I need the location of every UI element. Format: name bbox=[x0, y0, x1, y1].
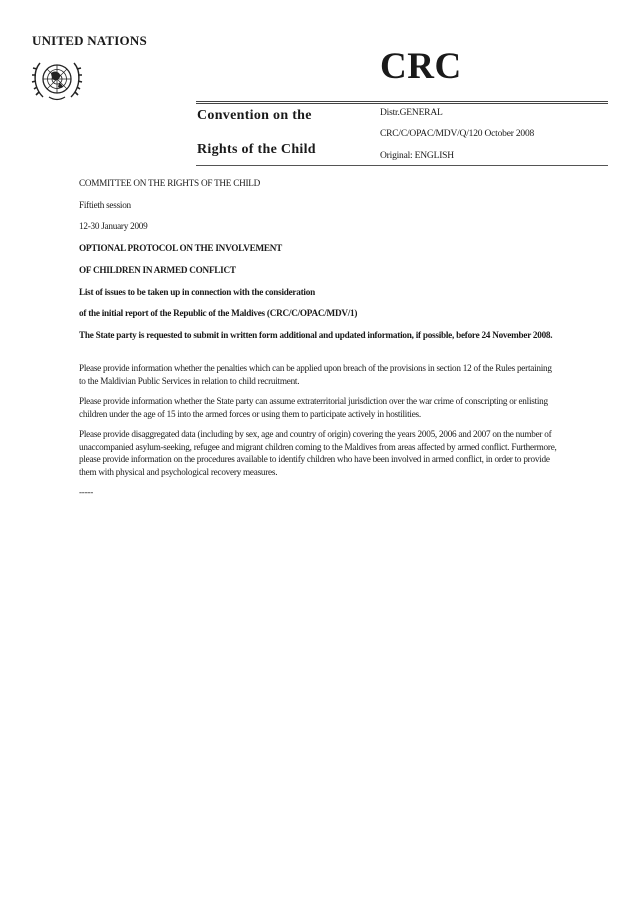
paragraph: Please provide information whether the penalties which can be applied upon breach of the provisions in section 12 of the Rules pertaining to the Maldivian Public Services in relation to child recruitment. bbox=[79, 363, 552, 386]
protocol-heading-line1: OPTIONAL PROTOCOL ON THE INVOLVEMENT bbox=[79, 243, 283, 253]
session-dates: 12-30 January 2009 bbox=[79, 221, 148, 231]
document-date: 20 October 2008 bbox=[473, 129, 535, 139]
session-label: Fiftieth session bbox=[79, 200, 131, 210]
list-of-issues-line2: of the initial report of the Republic of the Maldives (CRC/C/OPAC/MDV/1) bbox=[79, 308, 358, 318]
document-symbol: CRC/C/OPAC/MDV/Q/1 bbox=[380, 129, 474, 139]
end-mark: ----- bbox=[79, 487, 94, 497]
committee-name: COMMITTEE ON THE RIGHTS OF THE CHILD bbox=[79, 178, 261, 188]
convention-title-line1: Convention on the bbox=[197, 108, 312, 123]
list-of-issues-line1: List of issues to be taken up in connection with the consideration bbox=[79, 287, 315, 297]
document-symbol-date bbox=[380, 129, 534, 139]
original-language: Original: ENGLISH bbox=[380, 151, 454, 161]
un-organization-name: UNITED NATIONS bbox=[32, 33, 147, 48]
paragraph: Please provide information whether the State party can assume extraterritorial jurisdiction over the war crime of conscripting or enlisting children under the age of 15 into the armed forces or using them to participate actively in hostilities. bbox=[79, 396, 548, 419]
state-party-request: The State party is requested to submit in written form additional and updated information, if possible, before 24 November 2008. bbox=[79, 330, 553, 340]
convention-title-line2: Rights of the Child bbox=[197, 142, 316, 157]
un-emblem-icon bbox=[31, 57, 83, 103]
distribution-label: Distr.GENERAL bbox=[380, 108, 443, 118]
document-code: CRC bbox=[380, 46, 462, 87]
paragraph: Please provide disaggregated data (including by sex, age and country of origin) covering the years 2005, 2006 and 2007 on the number of unaccompanied asylum-seeking, refugee and migrant children coming to the Maldives from areas affected by armed conflict. Furthermore, please provide information on the procedures available to identify children who have been involved in armed conflict, in order to provide them with physical and psychological recovery measures. bbox=[79, 429, 557, 477]
header-rule-top bbox=[196, 101, 608, 104]
protocol-heading-line2: OF CHILDREN IN ARMED CONFLICT bbox=[79, 265, 236, 275]
header-rule-bottom bbox=[196, 165, 608, 166]
